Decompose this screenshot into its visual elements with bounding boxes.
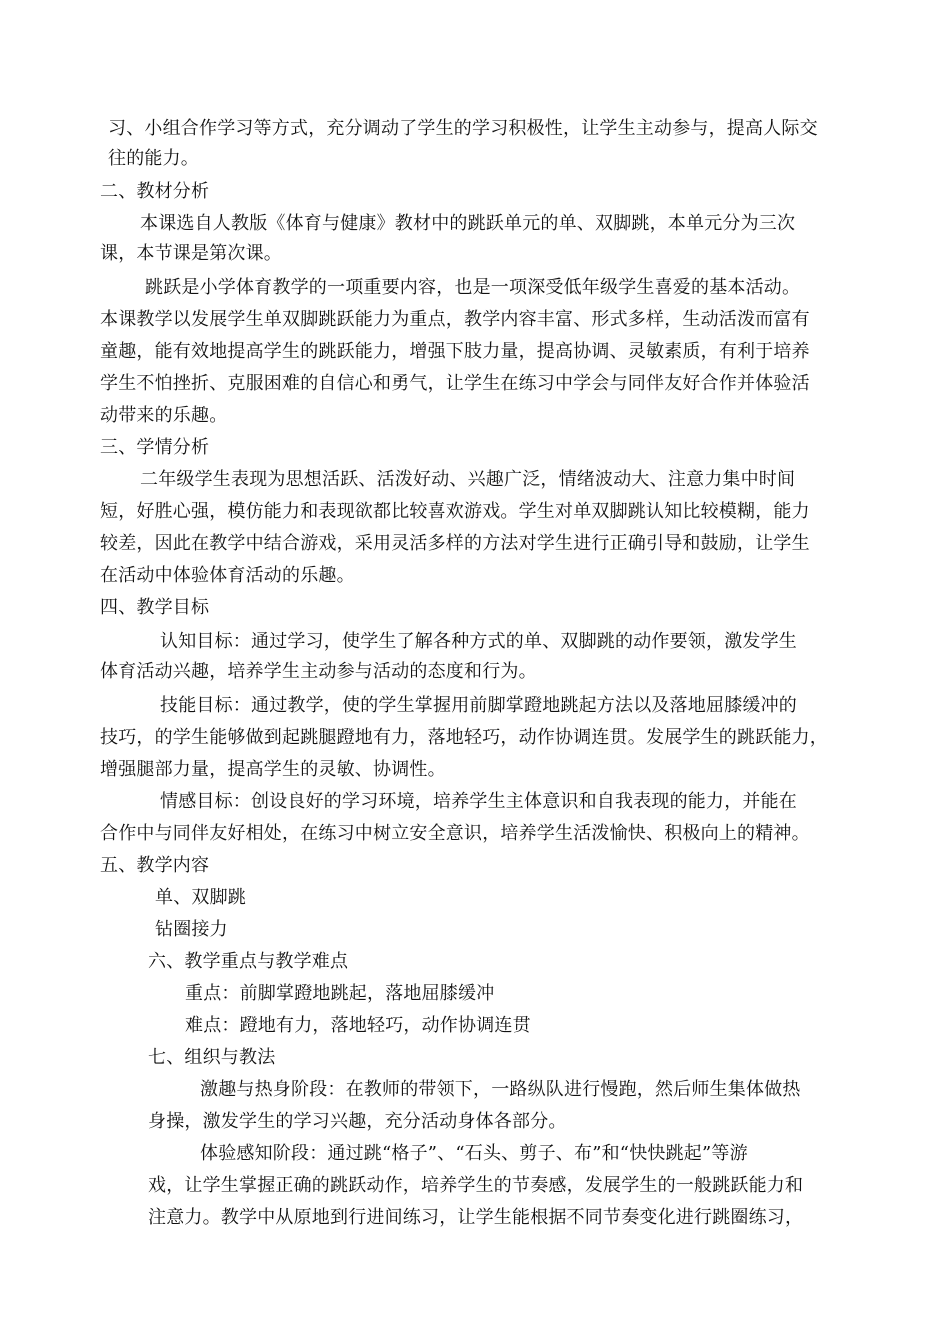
text-line: 身操，激发学生的学习兴趣，充分活动身体各部分。 (148, 1111, 567, 1132)
section-heading: 四、教学目标 (100, 597, 210, 618)
text-line: 体验感知阶段：通过跳“格子”、“石头、剪子、布”和“快快跳起”等游 (200, 1143, 748, 1164)
text-line: 技能目标：通过教学，使的学生掌握用前脚掌蹬地跳起方法以及落地屈膝缓冲的 (160, 695, 797, 716)
text-line: 往的能力。 (108, 148, 199, 169)
text-line: 钻圈接力 (155, 919, 228, 940)
text-line: 课，本节课是第次课。 (100, 243, 282, 264)
text-line: 激趣与热身阶段：在教师的带领下，一路纵队进行慢跑，然后师生集体做热 (200, 1079, 801, 1100)
text-line: 重点：前脚掌蹬地跳起，落地屈膝缓冲 (185, 983, 495, 1004)
text-line: 二年级学生表现为思想活跃、活泼好动、兴趣广泛，情绪波动大、注意力集中时间 (140, 469, 796, 490)
text-line: 单、双脚跳 (155, 887, 246, 908)
text-line: 在活动中体验体育活动的乐趣。 (100, 565, 355, 586)
text-line: 认知目标：通过学习，使学生了解各种方式的单、双脚跳的动作要领，激发学生 (160, 631, 797, 652)
text-line: 增强腿部力量，提高学生的灵敏、协调性。 (100, 759, 446, 780)
text-line: 习、小组合作学习等方式，充分调动了学生的学习积极性，让学生主动参与，提高人际交 (108, 118, 818, 139)
section-heading: 七、组织与教法 (148, 1047, 276, 1068)
text-line: 难点：蹬地有力，落地轻巧，动作协调连贯 (185, 1015, 531, 1036)
text-line: 体育活动兴趣，培养学生主动参与活动的态度和行为。 (100, 661, 537, 682)
text-line: 本课教学以发展学生单双脚跳跃能力为重点，教学内容丰富、形式多样，生动活泼而富有 (100, 309, 810, 330)
text-line: 跳跃是小学体育教学的一项重要内容，也是一项深受低年级学生喜爱的基本活动。 (145, 277, 801, 298)
section-heading: 五、教学内容 (100, 855, 210, 876)
text-line: 注意力。教学中从原地到行进间练习，让学生能根据不同节奏变化进行跳圈练习， (148, 1207, 804, 1228)
text-line: 本课选自人教版《体育与健康》教材中的跳跃单元的单、双脚跳，本单元分为三次 (140, 213, 796, 234)
text-line: 情感目标：创设良好的学习环境，培养学生主体意识和自我表现的能力，并能在 (160, 791, 797, 812)
section-heading: 三、学情分析 (100, 437, 210, 458)
text-line: 技巧，的学生能够做到起跳腿蹬地有力，落地轻巧，动作协调连贯。发展学生的跳跃能力， (100, 727, 828, 748)
section-heading: 二、教材分析 (100, 181, 210, 202)
text-line: 较差，因此在教学中结合游戏，采用灵活多样的方法对学生进行正确引导和鼓励，让学生 (100, 533, 810, 554)
text-line: 学生不怕挫折、克服困难的自信心和勇气，让学生在练习中学会与同伴友好合作并体验活 (100, 373, 810, 394)
text-line: 童趣，能有效地提高学生的跳跃能力，增强下肢力量，提高协调、灵敏素质，有利于培养 (100, 341, 810, 362)
text-line: 动带来的乐趣。 (100, 405, 228, 426)
section-heading: 六、教学重点与教学难点 (148, 951, 349, 972)
text-line: 戏，让学生掌握正确的跳跃动作，培养学生的节奏感，发展学生的一般跳跃能力和 (148, 1175, 804, 1196)
text-line: 短，好胜心强，模仿能力和表现欲都比较喜欢游戏。学生对单双脚跳认知比较模糊，能力 (100, 501, 810, 522)
text-line: 合作中与同伴友好相处，在练习中树立安全意识，培养学生活泼愉快、积极向上的精神。 (100, 823, 810, 844)
